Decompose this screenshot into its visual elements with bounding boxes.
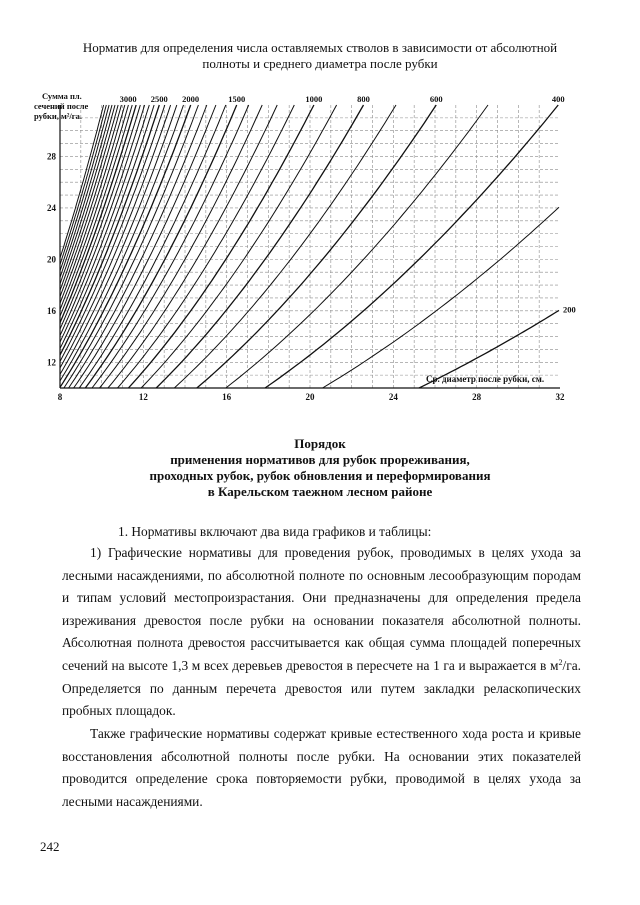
x-tick-label: 20 (305, 392, 315, 402)
thinning-norm-chart (30, 88, 590, 408)
chart-heading-line-1: Норматив для определения числа оставляемых стволов в зависимости от абсолютной (82, 40, 558, 55)
curve-label-1000: 1000 (305, 94, 323, 104)
curve-300 (323, 207, 560, 388)
x-tick-label: 28 (472, 392, 482, 402)
paragraph-3: Также графические нормативы содержат кривые естественного хода роста и кривые восстановления абсолютной полноты после рубки. На основании этих показателей проводится определение срока повторяемости рубки, проводимой в целях ухода за лесными насаждениями. (62, 726, 581, 809)
page-number: 242 (40, 839, 60, 854)
section-title-line-4: в Карельском таежном лесном районе (207, 484, 433, 499)
chart-curve-labels (120, 94, 576, 315)
x-tick-label: 24 (388, 392, 398, 402)
paragraph-2-text-end: /га. Определяется по данным перечета древостоя или путем закладки реласкопических пробных площадок. (62, 657, 581, 719)
ylabel-line-3: рубки, м²/га. (34, 111, 82, 121)
y-tick-label: 12 (47, 357, 56, 368)
paragraph-2-text: 1) Графические нормативы для проведения рубок, проводимых в целях ухода за лесными насаждениями, по абсолютной полноте по основным лесообразующим породам и типам условий местопроизрастания. Они предназначены для определения предела изреживания древостоя после рубки на основании показателя абсолютной полноты. Абсолютная полнота древостоя рассчитывается как общая сумма площадей поперечных сечений на высоте 1,3 м всех деревьев древостоя в пересчете на 1 га и выражается в м (62, 545, 581, 673)
y-tick-label: 28 (47, 151, 56, 162)
chart-ylabel (34, 91, 89, 121)
curve-label-1500: 1500 (228, 94, 246, 104)
chart-xlabel: Ср. диаметр после рубки, см. (426, 374, 545, 384)
curve-label-2000: 2000 (182, 94, 200, 104)
chart-grid (60, 105, 560, 388)
y-tick-label: 24 (47, 202, 56, 213)
ylabel-line-2: сечений после (34, 101, 89, 111)
curve-label-600: 600 (429, 94, 443, 104)
section-title-line-3: проходных рубок, рубок обновления и переформирования (149, 468, 491, 483)
curve-label-200: 200 (563, 304, 576, 315)
paragraph-2 (62, 542, 581, 723)
x-tick-label: 16 (222, 392, 232, 402)
ylabel-line-1: Сумма пл. (42, 91, 82, 101)
curve-label-800: 800 (357, 94, 370, 104)
y-tick-label: 16 (47, 305, 56, 316)
curve-3600 (60, 105, 115, 284)
paragraph-2-superscript: 2 (558, 657, 563, 667)
section-title-line-1: Порядок (294, 436, 346, 451)
y-tick-label: 20 (47, 254, 56, 265)
curve-3500 (60, 105, 118, 290)
x-tick-label: 32 (555, 392, 565, 402)
curve-label-400: 400 (551, 94, 565, 104)
curve-2100 (60, 105, 184, 381)
chart-heading-line-2: полноты и среднего диаметра после рубки (202, 56, 438, 71)
section-title-line-2: применения нормативов для рубок прореживания, (170, 452, 470, 467)
chart-curves (60, 105, 559, 388)
curve-label-3000: 3000 (119, 94, 137, 104)
x-tick-label: 12 (138, 392, 148, 402)
section-title (80, 436, 560, 500)
x-tick-label: 8 (57, 392, 63, 402)
curve-label-2500: 2500 (150, 94, 168, 104)
paragraph-1: 1. Нормативы включают два вида графиков и таблицы: (118, 524, 432, 539)
chart-heading (40, 40, 600, 72)
